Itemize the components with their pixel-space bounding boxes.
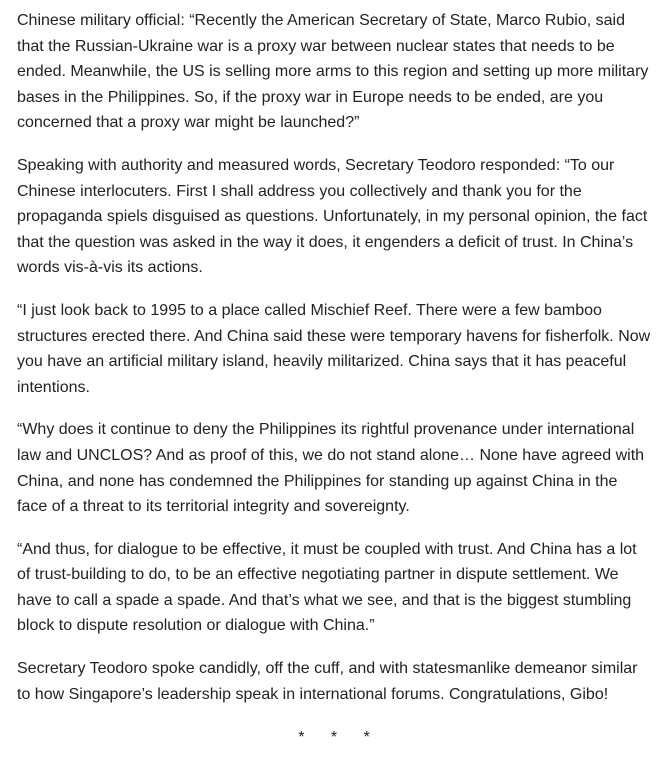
article-body bbox=[17, 8, 651, 751]
separator-asterisk: * bbox=[363, 729, 370, 747]
paragraph-unclos: “Why does it continue to deny the Philippines its rightful provenance under international law and UNCLOS? And as proof of this, we do not stand alone… None have agreed with China, and none has condemned the Philippines for standing up against China in the face of a threat to its territorial integrity and sovereignty. bbox=[17, 421, 645, 516]
paragraph-question: Chinese military official: “Recently the American Secretary of State, Marco Rubio, said that the Russian-Ukraine war is a proxy war between nuclear states that needs to be ended. Meanwhile, the US is selling more arms to this region and setting up more military bases in the Philippines. So, if the proxy war in Europe needs to be ended, are you concerned that a proxy war might be launched?” bbox=[17, 12, 649, 132]
separator-asterisk: * bbox=[330, 729, 338, 747]
paragraph-response-intro: Speaking with authority and measured words, Secretary Teodoro responded: “To our Chinese interlocuters. First I shall address you collectively and thank you for the propaganda spiels disguised as questions. Unfortunately, in my personal opinion, the fact that the question was asked in the way it does, it engenders a deficit of trust. In China’s words vis-à-vis its actions. bbox=[17, 156, 648, 277]
section-separator bbox=[17, 725, 651, 751]
paragraph-mischief-reef: “I just look back to 1995 to a place called Mischief Reef. There were a few bamboo structures erected there. And China said these were temporary havens for fisherfolk. Now you have an artificial military island, heavily militarized. China says that it has peaceful intentions. bbox=[17, 301, 651, 396]
paragraph-closing: Secretary Teodoro spoke candidly, off the cuff, and with statesmanlike demeanor similar to how Singapore’s leadership speak in international forums. Congratulations, Gibo! bbox=[17, 660, 638, 703]
paragraph-dialogue-trust: “And thus, for dialogue to be effective, it must be coupled with trust. And China has a lot of trust-building to do, to be an effective negotiating partner in dispute settlement. We have to call a spade a spade. And that’s what we see, and that is the biggest stumbling block to dispute resolution or dialogue with China.” bbox=[17, 540, 637, 635]
separator-asterisk: * bbox=[298, 729, 305, 747]
